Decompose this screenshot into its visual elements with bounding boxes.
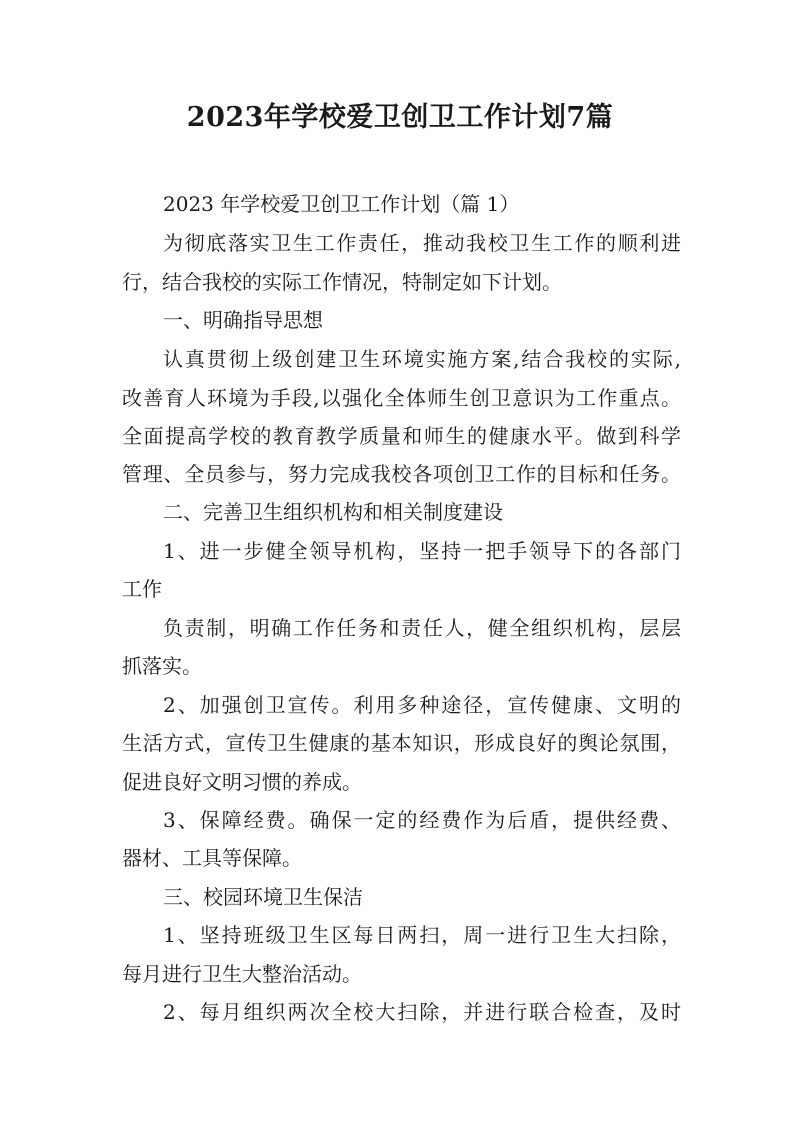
paragraph-line: 器材、工具等保障。 [122,846,302,870]
paragraph-line: 抓落实。 [122,654,202,678]
paragraph-line: 生活方式，宣传卫生健康的基本知识，形成良好的舆论氛围， [122,731,681,755]
paragraph-line: 负责制，明确工作任务和责任人，健全组织机构，层层 [163,616,681,640]
section-heading: 二、完善卫生组织机构和相关制度建设 [163,500,503,524]
paragraph-line: 行，结合我校的实际工作情况，特制定如下计划。 [122,270,562,294]
paragraph-line: 管理、全员参与，努力完成我校各项创卫工作的目标和任务。 [122,462,681,486]
paragraph-line: 1、进一步健全领导机构，坚持一把手领导下的各部门 [163,539,681,563]
paragraph-line: 3、保障经费。确保一定的经费作为后盾，提供经费、 [163,808,681,832]
paragraph-line: 2、每月组织两次全校大扫除，并进行联合检查，及时 [163,1000,681,1024]
section-heading: 一、明确指导思想 [163,308,323,332]
paragraph-line: 2、加强创卫宣传。利用多种途径，宣传健康、文明的 [163,693,681,717]
section-heading: 2023 年学校爱卫创卫工作计划（篇 1） [163,192,520,216]
paragraph-line: 促进良好文明习惯的养成。 [122,770,362,794]
paragraph-line: 工作 [122,577,162,601]
paragraph-line: 全面提高学校的教育教学质量和师生的健康水平。做到科学 [122,424,681,448]
paragraph-line: 改善育人环境为手段,以强化全体师生创卫意识为工作重点。 [122,386,681,410]
paragraph-line: 认真贯彻上级创建卫生环境实施方案,结合我校的实际, [163,347,681,371]
document-title: 2023年学校爱卫创卫工作计划7篇 [186,102,614,133]
paragraph-line: 1、坚持班级卫生区每日两扫，周一进行卫生大扫除， [163,923,681,947]
paragraph-line: 每月进行卫生大整治活动。 [122,962,362,986]
paragraph-line: 为彻底落实卫生工作责任，推动我校卫生工作的顺利进 [163,231,681,255]
section-heading: 三、校园环境卫生保洁 [163,885,363,909]
